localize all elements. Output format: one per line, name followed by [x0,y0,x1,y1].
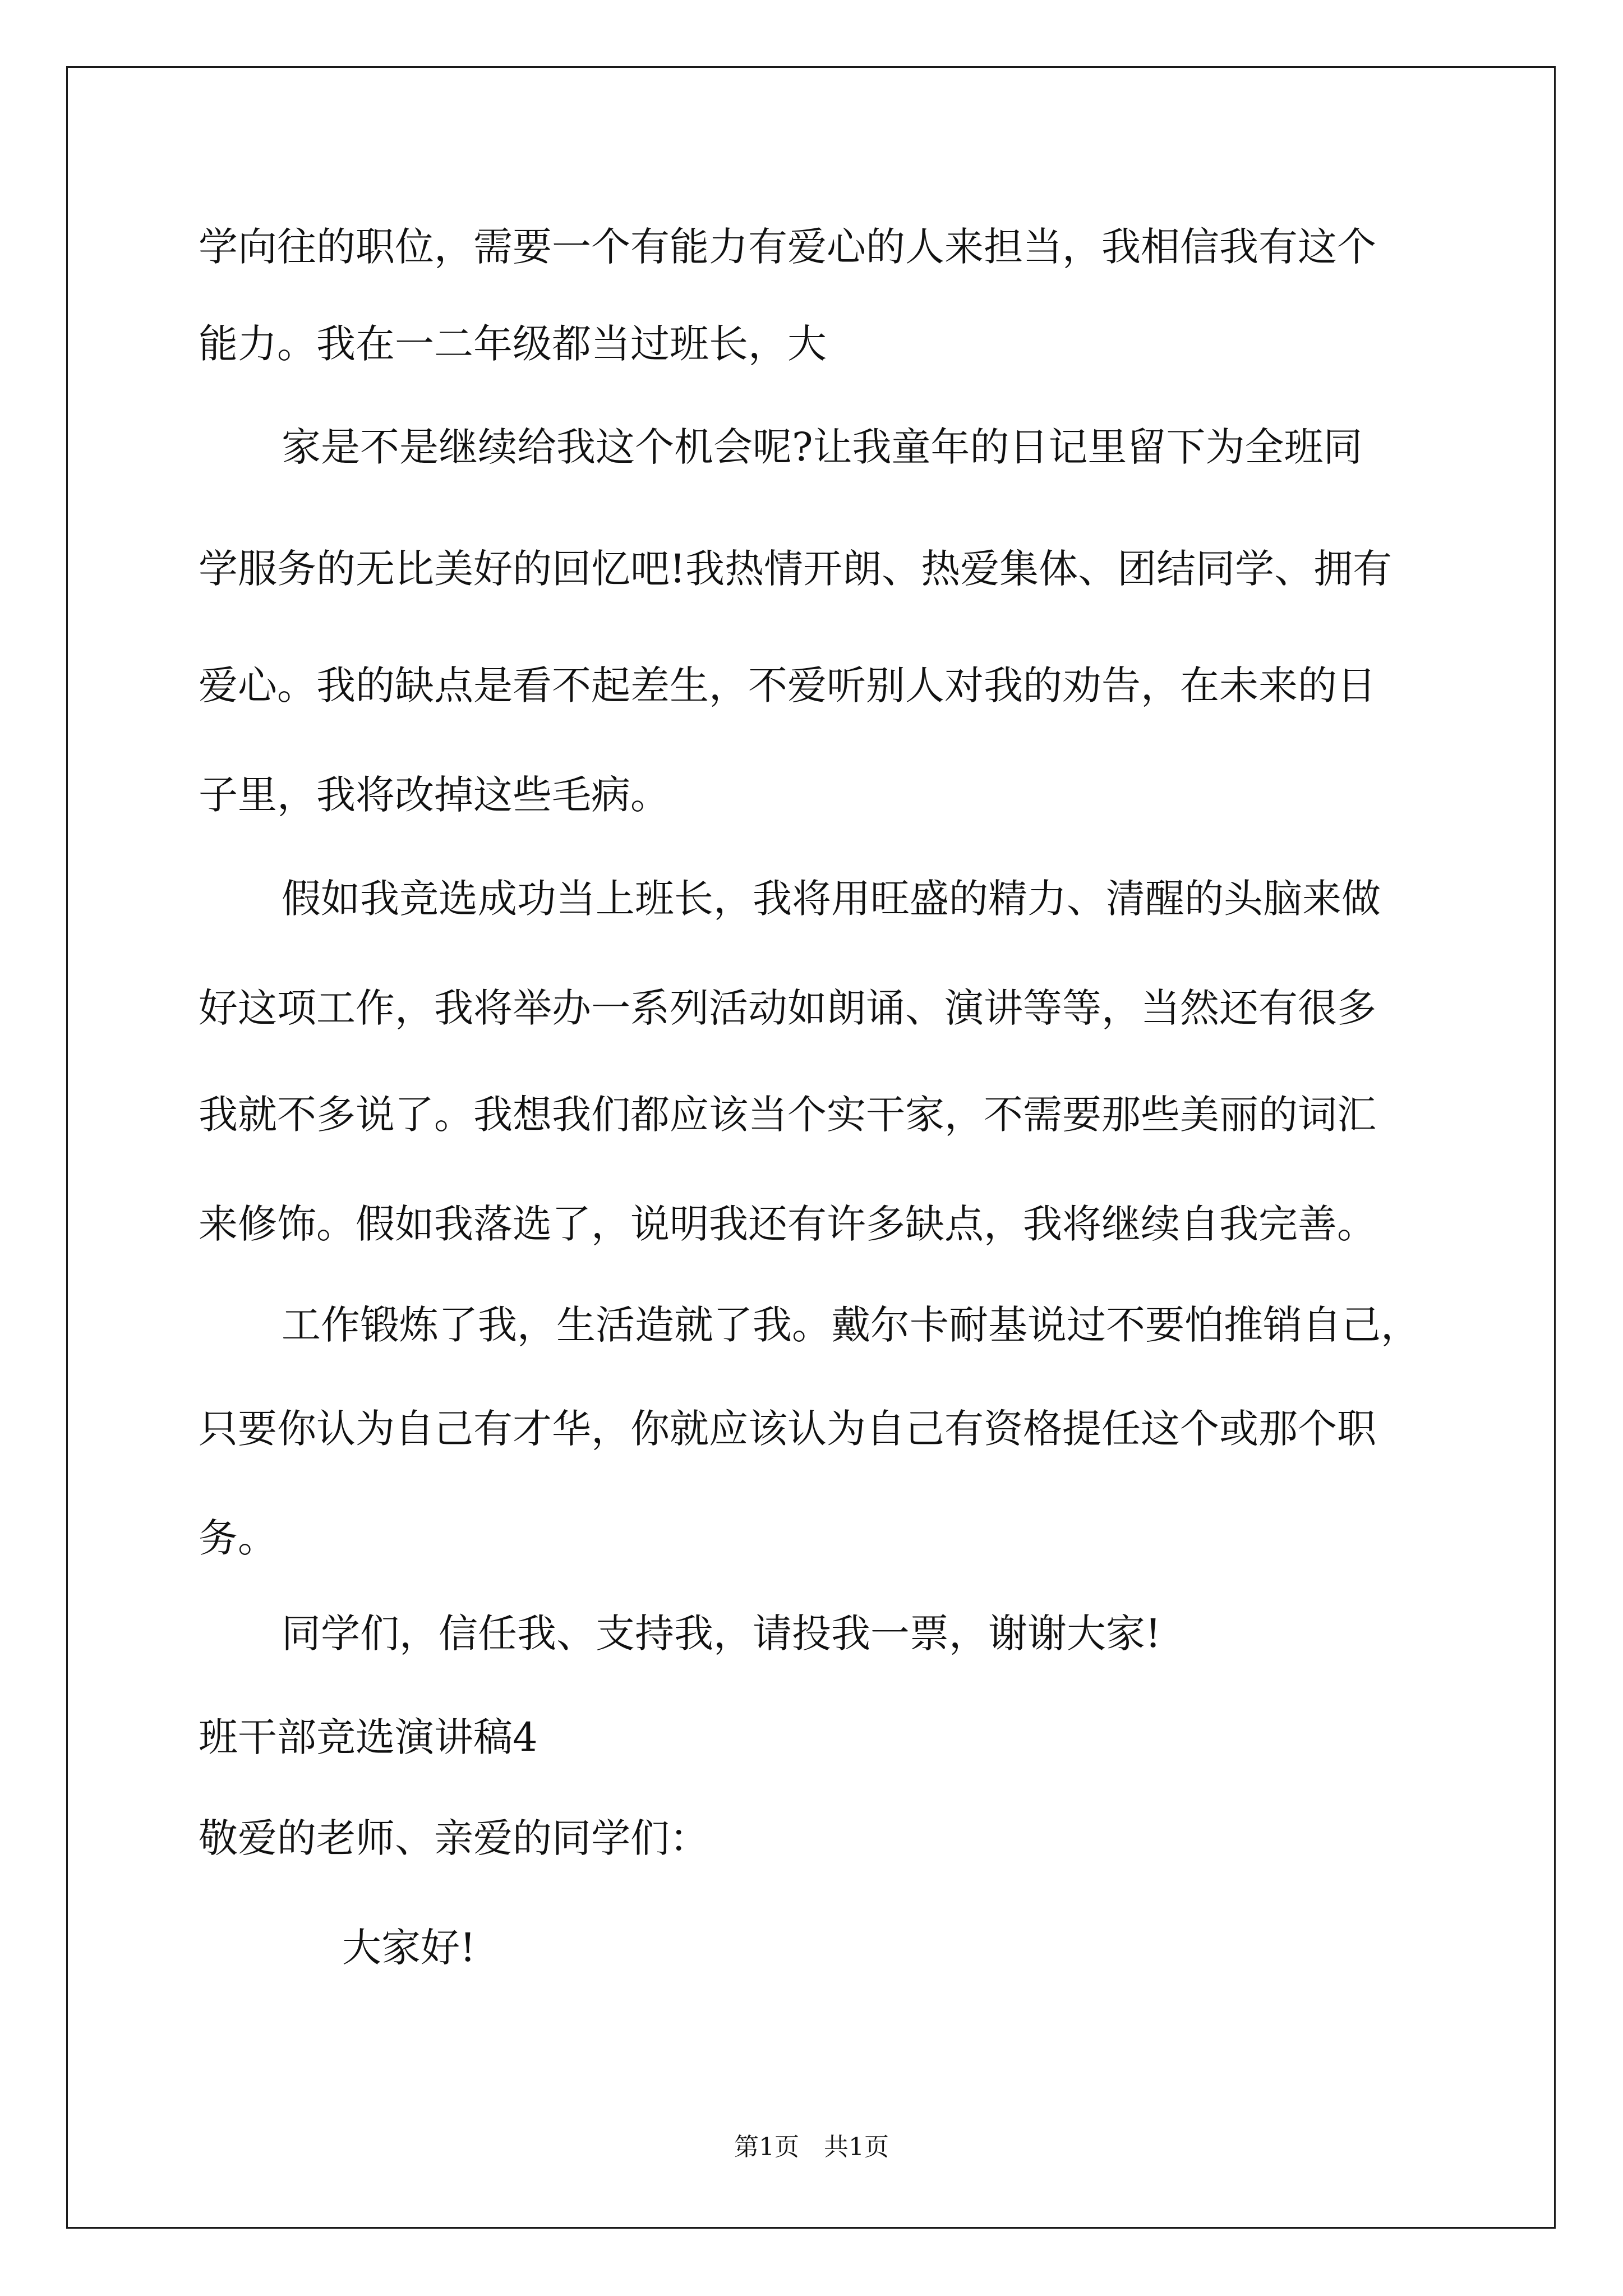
paragraph-line: 假如我竞选成功当上班长，我将用旺盛的精力、清醒的头脑来做 [282,876,1381,922]
paragraph-line: 务。 [199,1515,277,1561]
paragraph-line: 爱心。我的缺点是看不起差生，不爱听别人对我的劝告，在未来的日 [199,662,1376,708]
paragraph-line: 好这项工作，我将举办一系列活动如朗诵、演讲等等，当然还有很多 [199,985,1376,1031]
paragraph-line: 工作锻炼了我，生活造就了我。戴尔卡耐基说过不要怕推销自己， [282,1302,1420,1348]
paragraph-line: 学向往的职位，需要一个有能力有爱心的人来担当，我相信我有这个 [199,224,1376,270]
paragraph-line: 能力。我在一二年级都当过班长，大 [199,321,827,367]
paragraph-line: 只要你认为自己有才华，你就应该认为自己有资格提任这个或那个职 [199,1406,1376,1452]
paragraph-line: 家是不是继续给我这个机会呢?让我童年的日记里留下为全班同 [282,424,1363,470]
paragraph-line: 来修饰。假如我落选了，说明我还有许多缺点，我将继续自我完善。 [199,1201,1376,1247]
salutation: 敬爱的老师、亲爱的同学们： [199,1815,709,1861]
paragraph-line: 同学们，信任我、支持我，请投我一票，谢谢大家! [282,1611,1161,1657]
greeting: 大家好! [342,1925,476,1971]
paragraph-line: 子里，我将改掉这些毛病。 [199,772,670,818]
paragraph-line: 我就不多说了。我想我们都应该当个实干家，不需要那些美丽的词汇 [199,1092,1376,1138]
section-heading: 班干部竞选演讲稿4 [199,1714,538,1760]
paragraph-line: 学服务的无比美好的回忆吧!我热情开朗、热爱集体、团结同学、拥有 [199,546,1393,592]
page-footer: 第1页 共1页 [734,2133,889,2161]
page-border [66,66,1556,2229]
